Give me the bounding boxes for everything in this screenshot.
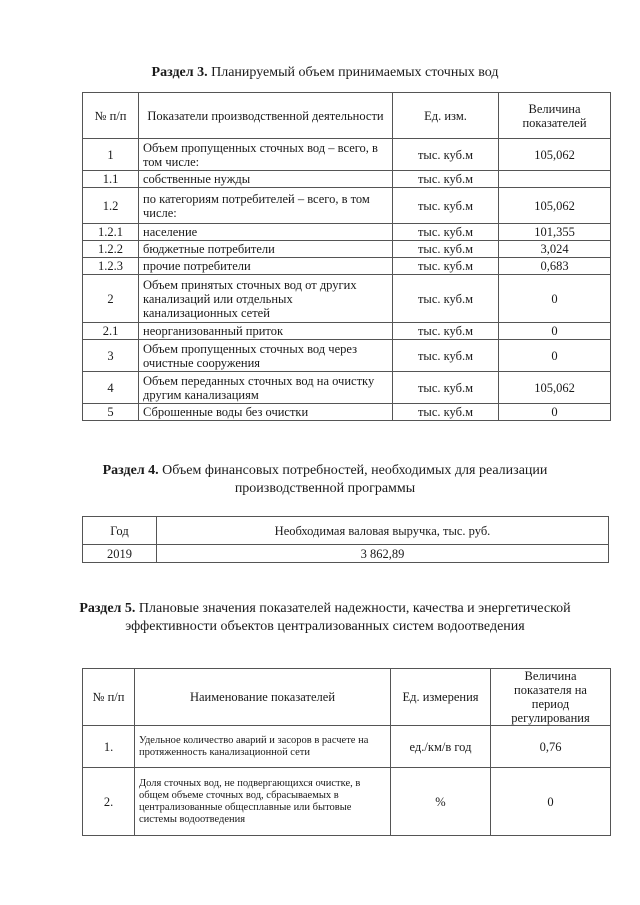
section5-table	[82, 668, 611, 836]
table-row: 2.1 неорганизованный приток тыс. куб.м 0	[83, 323, 611, 340]
s5-header-value: Величина показателя на период регулирования	[491, 669, 611, 726]
table-row: 1.2 по категориям потребителей – всего, в том числе: тыс. куб.м 105,062	[83, 188, 611, 224]
section3-label: Раздел 3.	[151, 65, 208, 80]
table-row: 1.1 собственные нужды тыс. куб.м	[83, 171, 611, 188]
table-row: 1.2.3 прочие потребители тыс. куб.м 0,683	[83, 258, 611, 275]
section3-heading: Планируемый объем принимаемых сточных вод	[211, 65, 499, 80]
table-row: 2. Доля сточных вод, не подвергающихся очистке, в общем объеме сточных вод, сбрасываемых в централизованные общесплавные или бытовые системы водоотведения % 0	[83, 768, 611, 836]
s4-header-year: Год	[83, 517, 157, 545]
s5-header-unit: Ед. измерения	[391, 669, 491, 726]
section4-heading: Объем финансовых потребностей, необходимых для реализации производственной программы	[162, 463, 548, 496]
s5-header-num: № п/п	[83, 669, 135, 726]
table-row: 2 Объем принятых сточных вод от других канализаций или отдельных канализационных сетей тыс. куб.м 0	[83, 275, 611, 323]
table-row: 2019 3 862,89	[83, 545, 609, 563]
section5-title	[60, 600, 590, 636]
table-row: 1. Удельное количество аварий и засоров в расчете на протяженность канализационной сети ед./км/в год 0,76	[83, 726, 611, 768]
section3-title	[60, 64, 590, 82]
s3-header-num: № п/п	[83, 93, 139, 139]
table-row: 1 Объем пропущенных сточных вод – всего, в том числе: тыс. куб.м 105,062	[83, 139, 611, 171]
s3-header-unit: Ед. изм.	[393, 93, 499, 139]
table-row: 3 Объем пропущенных сточных вод через очистные сооружения тыс. куб.м 0	[83, 340, 611, 372]
table-row: 5 Сброшенные воды без очистки тыс. куб.м 0	[83, 404, 611, 421]
section4-label: Раздел 4.	[102, 463, 159, 478]
s5-header-name: Наименование показателей	[135, 669, 391, 726]
s4-header-revenue: Необходимая валовая выручка, тыс. руб.	[157, 517, 609, 545]
table-row: 1.2.2 бюджетные потребители тыс. куб.м 3,024	[83, 241, 611, 258]
s3-header-indicator: Показатели производственной деятельности	[139, 93, 393, 139]
s3-header-value: Величина показателей	[499, 93, 611, 139]
section5-label: Раздел 5.	[79, 601, 136, 616]
section4-title	[60, 462, 590, 498]
table-row: 4 Объем переданных сточных вод на очистку другим канализациям тыс. куб.м 105,062	[83, 372, 611, 404]
section5-heading: Плановые значения показателей надежности, качества и энергетической эффективности объектов централизованных систем водоотведения	[125, 601, 571, 634]
section3-table	[82, 92, 611, 421]
table-row: 1.2.1 население тыс. куб.м 101,355	[83, 224, 611, 241]
section4-table	[82, 516, 609, 563]
